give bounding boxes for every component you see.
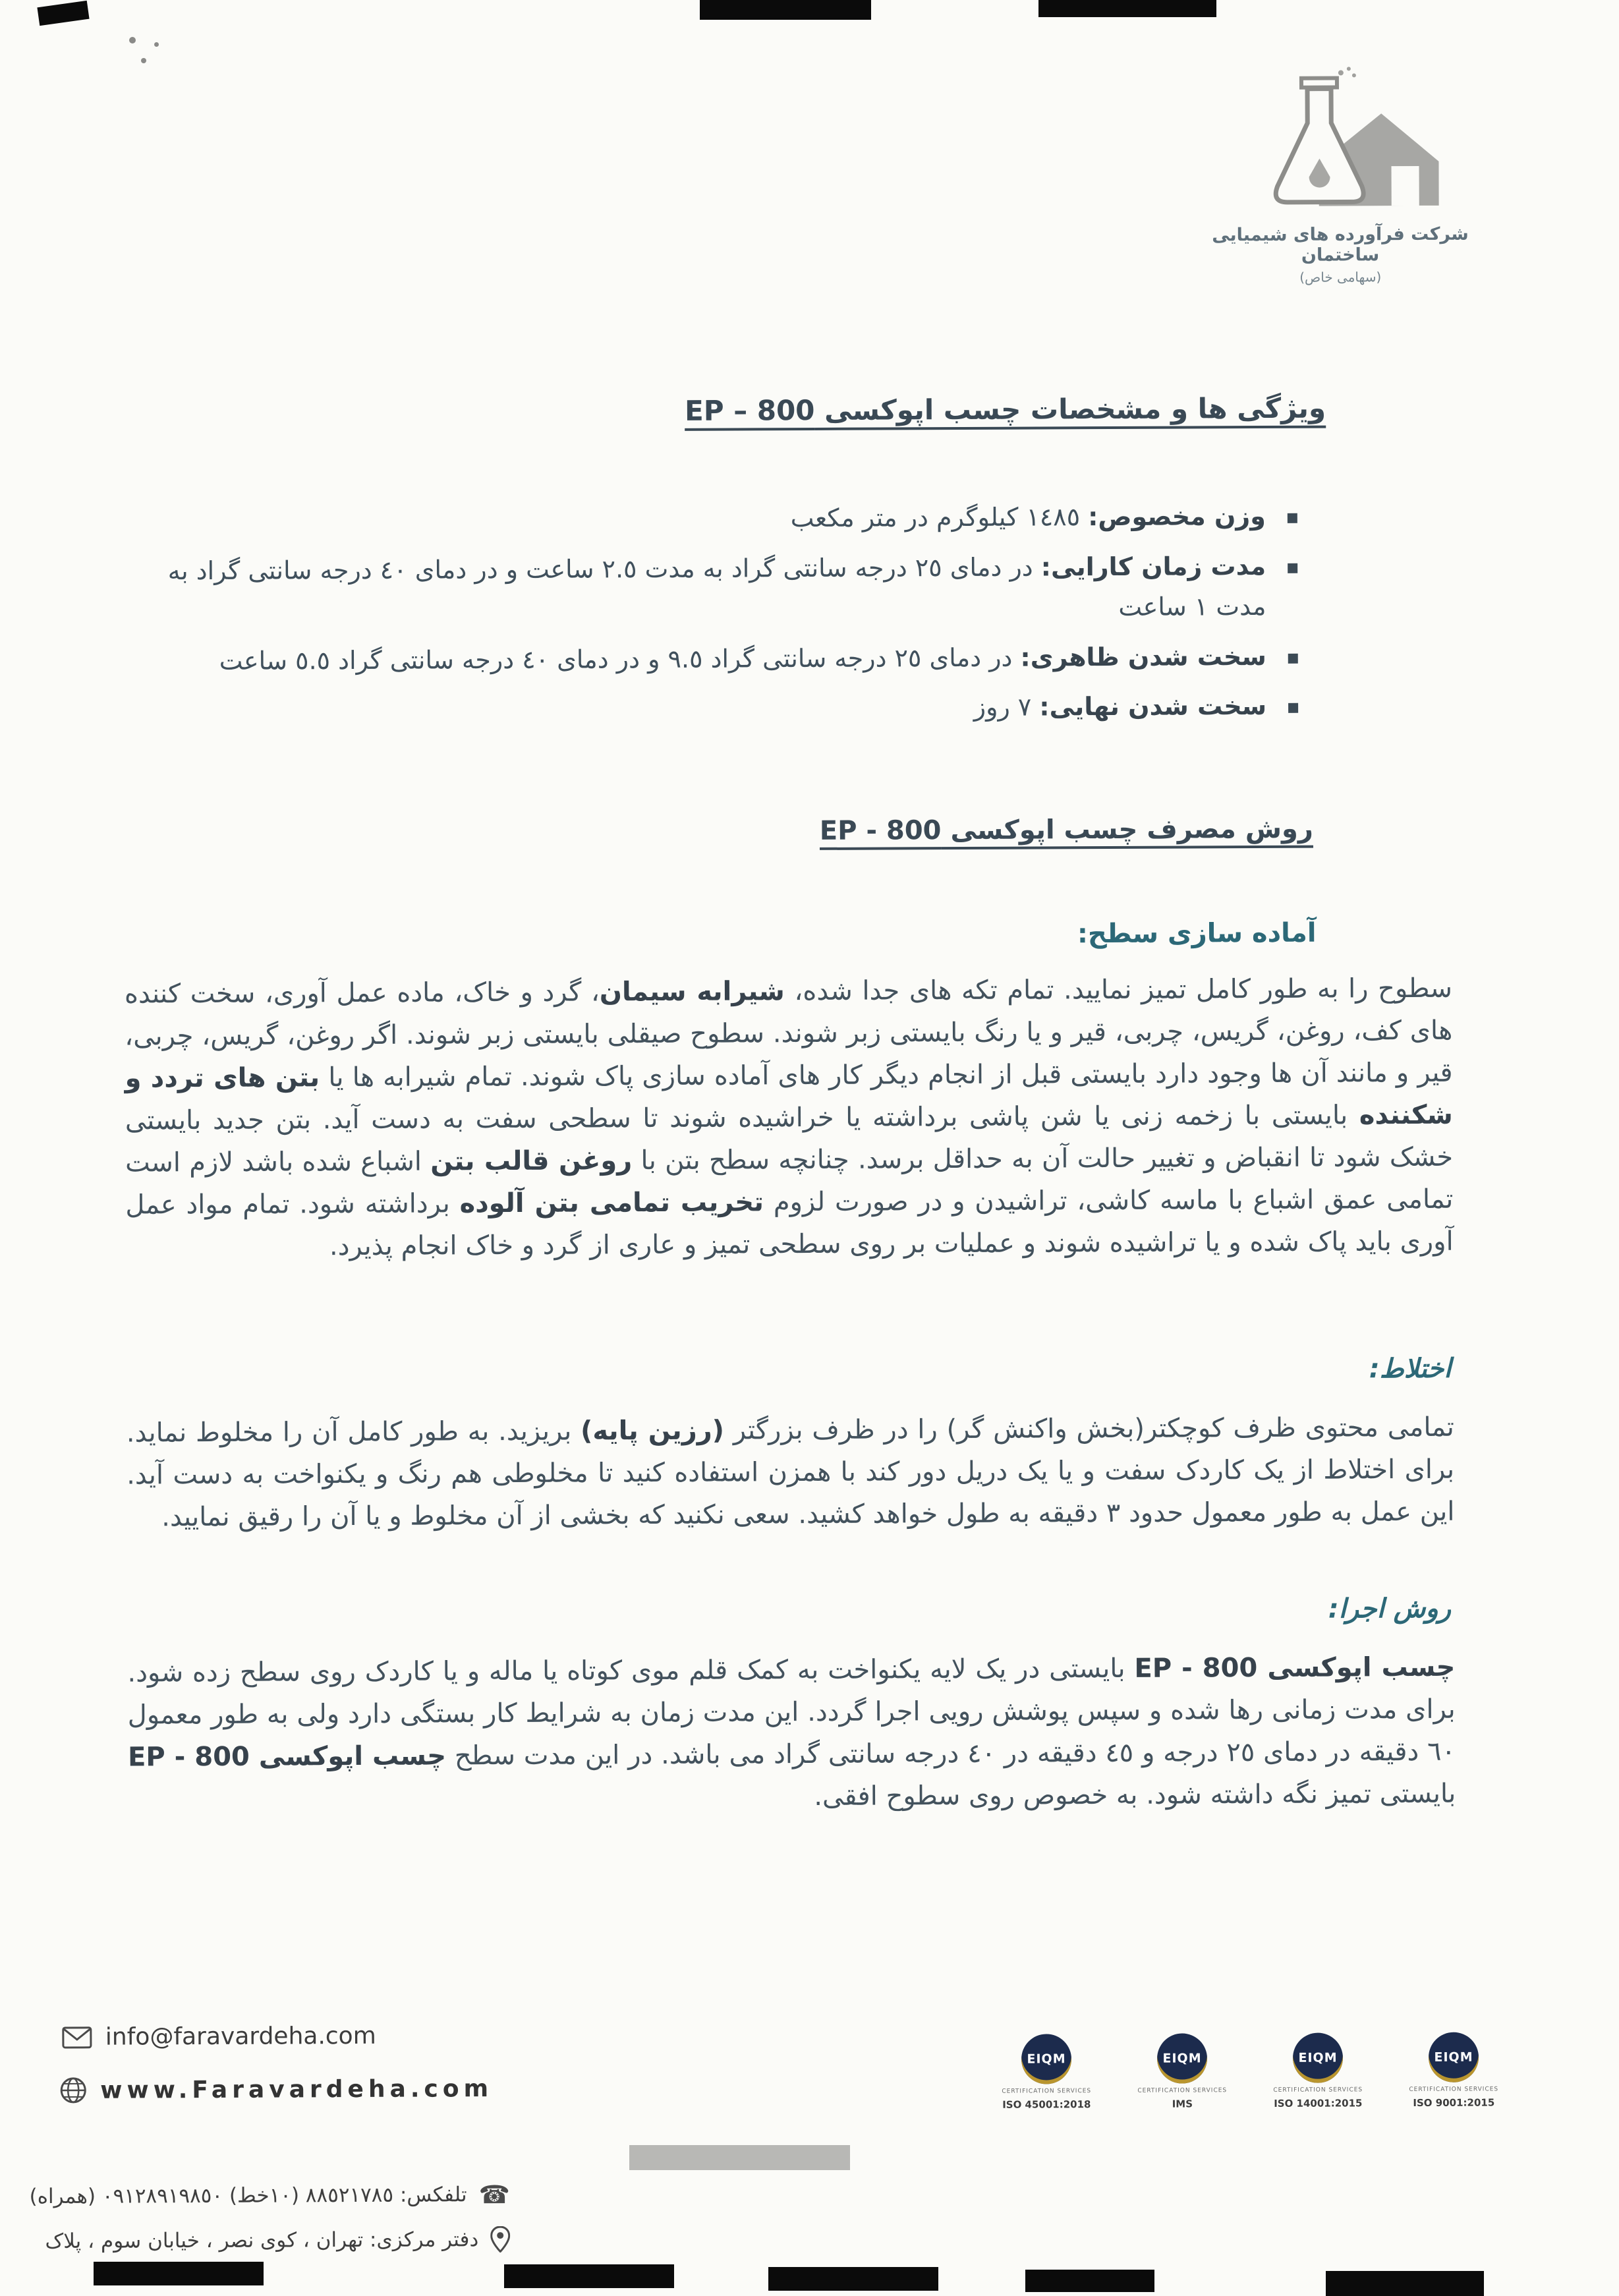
spec-item-density xyxy=(115,496,1301,542)
cert-caption: CERTIFICATION SERVICES xyxy=(1409,2086,1499,2094)
scan-artifact-bar xyxy=(1025,2270,1154,2292)
paragraph-bold-text: (رزین پایه) xyxy=(580,1415,725,1447)
eiqm-logo-icon: EIQM xyxy=(1429,2032,1479,2082)
paragraph-text: اشباع شده باشد لازم است تمامی عمق اشباع با ماسه کاشی، تراشیدن و در صورت لزوم xyxy=(125,1146,1454,1218)
paragraph-bold-text: تخریب تمامی بتن آلوده xyxy=(459,1187,764,1219)
cert-caption: CERTIFICATION SERVICES xyxy=(1273,2086,1363,2094)
mixing-heading: اختلاط: xyxy=(1369,1353,1452,1385)
spec-value: در دمای ٢٥ درجه سانتی گراد ٩.٥ و در دمای ٤٠ درجه سانتی گراد ٥.٥ ساعت xyxy=(219,643,1021,675)
paragraph-text: سطوح را به طور کامل تمیز نمایید. تمام تکه های جدا شده، xyxy=(784,973,1453,1007)
application-heading: روش اجرا: xyxy=(1328,1593,1452,1624)
paragraph-bold-text: شیرابه سیمان xyxy=(599,976,785,1008)
envelope-icon xyxy=(62,2026,92,2048)
mixing-paragraph xyxy=(127,1406,1455,1539)
email-line xyxy=(62,2023,376,2051)
address-text: دفتر مرکزی: تهران ، کوی نصر ، خیابان سوم ، پلاک xyxy=(45,2227,479,2254)
paragraph-bold-text: چسب اپوکسی EP - 800 xyxy=(1134,1651,1456,1684)
logo-steam-dot xyxy=(1347,67,1351,71)
website-text: www.Faravardeha.com xyxy=(100,2075,494,2104)
spec-value: ١٤٨٥ کیلوگرم در متر مکعب xyxy=(790,502,1089,533)
email-text: info@faravardeha.com xyxy=(105,2022,376,2051)
scan-artifact-bar xyxy=(504,2264,674,2288)
cert-caption: CERTIFICATION SERVICES xyxy=(1002,2088,1092,2095)
scan-artifact-bar xyxy=(768,2267,938,2291)
cert-iso-label: ISO 45001:2018 xyxy=(1002,2098,1091,2111)
cert-iso-label: IMS xyxy=(1172,2098,1193,2110)
document-title: ویژگی ها و مشخصات چسب اپوکسی EP – 800 xyxy=(684,391,1326,427)
company-name: شرکت فرآورده های شیمیایی ساختمان xyxy=(1212,223,1469,266)
telefax-text: تلفکس: ٨٨٥٢١٧٨٥ (١٠خط) ٠٩١٢٨٩١٩٨٥٠ (همراه) xyxy=(29,2183,467,2209)
spec-item-final-cure xyxy=(116,686,1302,732)
telefax-line xyxy=(30,2180,510,2211)
location-pin-icon xyxy=(490,2226,510,2253)
paragraph-text: بایستی تمیز نگه داشته شود. به خصوص روی سطوح افقی. xyxy=(814,1778,1456,1812)
scan-artifact-bar xyxy=(1326,2271,1484,2296)
logo-steam-dot xyxy=(1338,70,1344,75)
eiqm-logo-icon: EIQM xyxy=(1293,2032,1343,2082)
spec-list xyxy=(115,496,1303,741)
spec-label: سخت شدن ظاهری: xyxy=(1020,641,1266,672)
cert-badge-ims xyxy=(1127,2033,1238,2110)
scan-artifact-graybar xyxy=(629,2145,850,2170)
paragraph-text: بایستی با زخمه زنی یا شن پاشی برداشته یا خراشیده شوند تا سطحی سفت به دست آید. بتن جدید بایستی خشک شود تا انقباض و تغییر حالت آن به حداقل برسد. چنانچه سطح بتن با xyxy=(125,1100,1454,1176)
cert-iso-label: ISO 9001:2015 xyxy=(1413,2096,1495,2109)
logo-steam-dot xyxy=(1352,73,1356,77)
paragraph-text: بایستی در یک لایه یکنواخت به کمک قلم موی کوتاه یا ماله و یا کاردک روی سطح زده شود. برای مدت زمانی رها شده و سپس پوشش رویی اجرا گردد. این مدت زمان به شرایط کار بستگی دارد ولی به طور معمول ٦٠ دقیقه در دمای ٢٥ درجه و ٤٥ دقیقه در ٤٠ درجه سانتی گراد می باشد. در این مدت سطح xyxy=(127,1653,1456,1771)
logo-house-door xyxy=(1392,166,1419,206)
scan-artifact-bar xyxy=(94,2262,264,2285)
certification-logos xyxy=(991,2032,1509,2110)
surface-prep-paragraph xyxy=(125,967,1454,1269)
cert-badge-iso45001 xyxy=(991,2034,1102,2111)
paragraph-text: بریزید. به طور کامل آن را مخلوط نماید. برای اختلاط از یک کاردک سفت و یا یک دریل دور کند با همزن استفاده کنید تا مخلوطی هم رنگ و یکنواخت به دست آید. این عمل به طور معمول حدود ٣ دقیقه به طول خواهد کشید. سعی نکنید که بخشی از آن مخلوط و یا آن را رقیق نمایید. xyxy=(126,1416,1455,1533)
cert-badge-iso14001 xyxy=(1263,2032,1374,2109)
surface-prep-heading: آماده سازی سطح: xyxy=(1077,917,1317,950)
usage-method-title: روش مصرف چسب اپوکسی EP - 800 xyxy=(819,813,1313,846)
spec-value: در دمای ٢٥ درجه سانتی گراد به مدت ٢.٥ ساعت و در دمای ٤٠ درجه سانتی گراد به مدت ١ ساعت xyxy=(167,552,1266,622)
website-line xyxy=(59,2075,493,2104)
paragraph-bold-text: بتن های تردد و شکننده xyxy=(125,1062,1453,1131)
spec-label: وزن مخصوص: xyxy=(1088,501,1266,532)
eiqm-logo-icon: EIQM xyxy=(1021,2034,1071,2084)
globe-icon xyxy=(59,2077,87,2104)
spec-value: ٧ روز xyxy=(973,692,1040,722)
company-logo-block xyxy=(1181,65,1498,285)
cert-badge-iso9001 xyxy=(1398,2032,1510,2109)
phone-icon: ☎ xyxy=(478,2179,511,2210)
paragraph-text: تمامی محتوی ظرف کوچکتر(بخش واکنش گر) را در ظرف بزرگتر xyxy=(724,1412,1454,1446)
paragraph-bold-text: روغن قالب بتن xyxy=(430,1145,633,1177)
eiqm-logo-icon: EIQM xyxy=(1157,2033,1207,2083)
cert-caption: CERTIFICATION SERVICES xyxy=(1137,2087,1228,2094)
spec-item-pot-life xyxy=(115,546,1302,632)
paragraph-text: برداشته شود. تمام مواد عمل آوری باید پاک شده و یا تراشیده شوند و عملیات بر روی سطحی تمیز و عاری از گرد و خاک انجام پذیرد. xyxy=(125,1188,1454,1262)
spec-item-initial-cure xyxy=(116,636,1302,681)
company-logo-flask-house-icon xyxy=(1241,66,1439,218)
cert-iso-label: ISO 14001:2015 xyxy=(1274,2097,1363,2109)
company-type: (سهامی خاص) xyxy=(1299,269,1382,285)
logo-flask-lip xyxy=(1301,78,1337,87)
application-paragraph xyxy=(127,1646,1456,1821)
paragraph-text: ، گرد و خاک، ماده عمل آوری، سخت کننده های کف، روغن، گریس، چربی، قیر و یا رنگ بایستی زبر شوند. سطوح صیقلی بایستی زبر شوند. اگر روغن، گریس، چربی، قیر و مانند آن ها وجود دارد بایستی قبل از انجام دیگر کار های آماده سازی پاک شوند. تمام شیرابه ها یا xyxy=(124,977,1453,1093)
address-line xyxy=(45,2226,510,2254)
paragraph-bold-text: چسب اپوکسی EP - 800 xyxy=(127,1740,447,1773)
spec-label: سخت شدن نهایی: xyxy=(1039,691,1267,722)
spec-label: مدت زمان کارایی: xyxy=(1040,551,1266,582)
